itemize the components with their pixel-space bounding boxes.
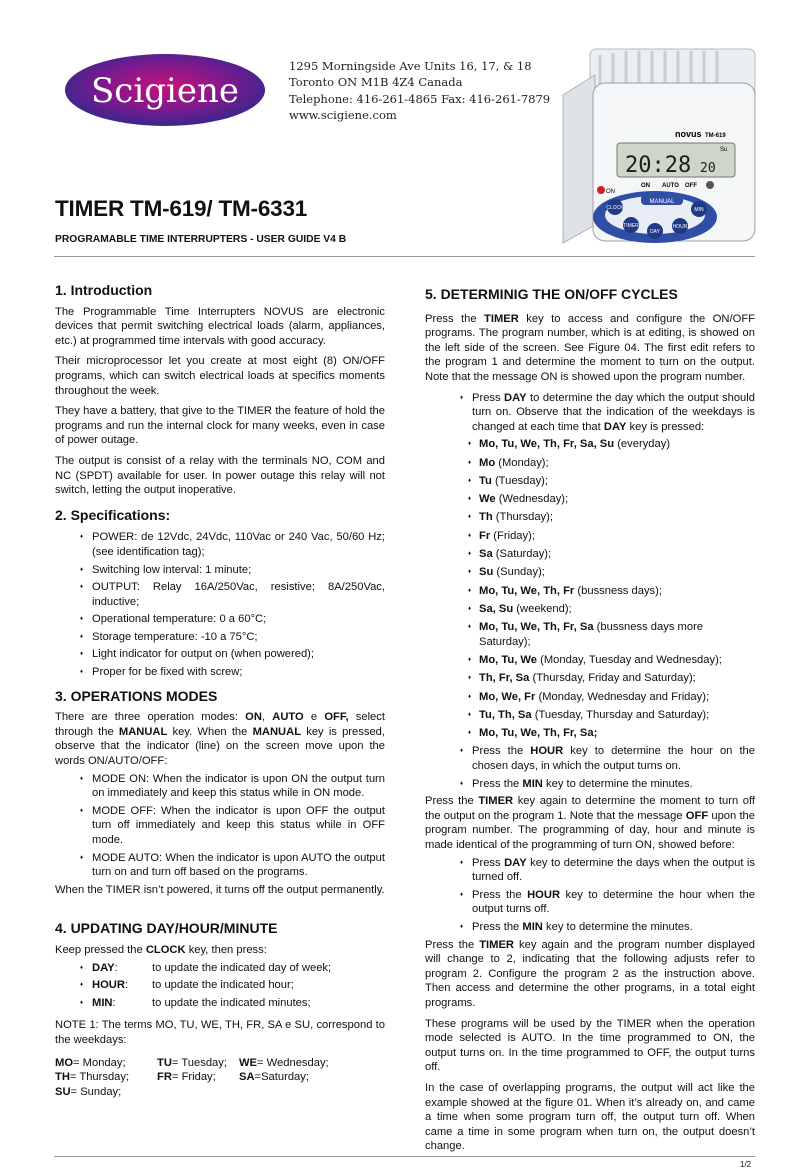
list-item: ♦ DAY: to update the indicated day of week;	[77, 961, 385, 976]
list-item: ♦ Switching low interval: 1 minute;	[77, 563, 385, 578]
paragraph: These programs will be used by the TIMER when the operation mode selected is AUTO. In the time programmed to ON, the output turns on. In the time programmed to OFF, the output turns off.	[425, 1017, 755, 1074]
list-item: ♦ Th, Fr, Sa (Thursday, Friday and Saturday);	[467, 671, 755, 686]
logo-text: Scigiene	[91, 71, 239, 111]
list-item: ♦ MODE AUTO: When the indicator is upon AUTO the output turn on and turn off based on the programs.	[77, 851, 385, 880]
device-brand: novus	[675, 129, 702, 139]
list-item: ♦ MODE ON: When the indicator is upon ON the output turn on immediately and keep this status while in ON mode.	[77, 772, 385, 801]
list-item: ♦ Mo, Tu, We, Th, Fr, Sa, Su (everyday)	[467, 437, 755, 452]
paragraph: The Programmable Time Interrupters NOVUS are electronic devices that permit switching electrical loads (alarm, appliances, etc.) at programmed time intervals with good accuracy.	[55, 305, 385, 347]
document-title: TIMER TM-619/ TM-6331	[55, 196, 308, 221]
footer-divider	[54, 1156, 755, 1157]
document-subtitle: PROGRAMABLE TIME INTERRUPTERS - USER GUIDE V4 B	[55, 234, 347, 245]
paragraph: Press the TIMER key again to determine the moment to turn off the output on the program 1. Note that the message OFF upon the program number. The programming of day, hour and minute is made identical of the programming of turn ON, showed before:	[425, 795, 755, 851]
mode-label-off: OFF	[685, 183, 697, 189]
paragraph: When the TIMER isn’t powered, it turns off the output permanently.	[55, 883, 385, 896]
paragraph: Press the TIMER key again and the program number displayed will change to 2, indicating that the following adjusts refer to program 2. Configure the program 2 as the instruction above. Then access and determine the other programs, in a total eight programs.	[425, 938, 755, 1009]
paragraph: Press the TIMER key to access and configure the ON/OFF programs. The program number, which is at editing, is showed on the left side of the screen. See Figure 04. The first edit refers to the program 1 and determine the moment to turn on the output. Note that the message ON is showed upon the program number.	[425, 312, 755, 383]
list-item: ♦ Light indicator for output on (when powered);	[77, 647, 385, 662]
list-item: ♦ Fr (Friday);	[467, 529, 755, 544]
list-item: ♦ MODE OFF: When the indicator is upon OFF the output turn off immediately and keep this status while in OFF mode.	[77, 804, 385, 848]
off-steps-list	[457, 856, 755, 935]
address-line: www.scigiene.com	[289, 108, 397, 123]
abbr-item: MO= Monday;	[55, 1056, 126, 1069]
paragraph: NOTE 1: The terms MO, TU, WE, TH, FR, SA e SU, correspond to the weekdays:	[55, 1019, 385, 1046]
lcd-day: Su	[720, 147, 728, 153]
list-item: ♦ Proper for be fixed with screw;	[77, 665, 385, 680]
lcd-time: 20:28	[625, 153, 692, 178]
lcd-seconds: 20	[700, 161, 716, 176]
list-item: ♦ Tu, Th, Sa (Tuesday, Thursday and Saturday);	[467, 708, 755, 723]
manual-key: MANUAL	[649, 199, 675, 205]
list-item: ♦ Press the MIN key to determine the minutes.	[457, 920, 755, 935]
list-item: ♦ Th (Thursday);	[467, 510, 755, 525]
paragraph: The output is consist of a relay with the terminals NO, COM and NC (SPDT) available for user. In power outage this relay will not switch, letting the output inoperative.	[55, 454, 385, 497]
abbr-item: TU= Tuesday;	[157, 1056, 227, 1069]
left-column	[55, 283, 385, 1099]
output-led	[597, 186, 605, 194]
abbr-item: WE= Wednesday;	[239, 1056, 329, 1069]
address-line: Telephone: 416-261-4865 Fax: 416-261-7879	[289, 91, 551, 106]
list-item: ♦ Mo, Tu, We, Th, Fr, Sa (bussness days more Saturday);	[467, 620, 755, 649]
abbr-item: TH= Thursday;	[55, 1071, 130, 1084]
section-heading: 1. Introduction	[55, 282, 153, 298]
timer-device-image	[555, 45, 760, 245]
device-key-timer: TIMER	[623, 223, 639, 229]
list-item: ♦ Press DAY key to determine the days when the output is turned off.	[457, 856, 755, 885]
list-item: ♦ Mo, Tu, We (Monday, Tuesday and Wednesday);	[467, 653, 755, 668]
section-heading: 5. DETERMINIG THE ON/OFF CYCLES	[425, 286, 678, 302]
list-item: ♦ OUTPUT: Relay 16A/250Vac, resistive; 8A/250Vac, inductive;	[77, 580, 385, 609]
list-item: ♦ Sa, Su (weekend);	[467, 602, 755, 617]
list-item: ♦ Press the HOUR key to determine the hour when the output turns off.	[457, 888, 755, 917]
day-combination-list	[467, 437, 755, 740]
device-key-min: MIN	[694, 207, 704, 213]
modes-list	[77, 772, 385, 880]
list-item: ♦ Mo, Tu, We, Th, Fr, Sa;	[467, 726, 755, 741]
device-key-clock: CLOCK	[606, 205, 624, 211]
list-item: ♦ Mo (Monday);	[467, 456, 755, 471]
header-divider	[54, 256, 755, 257]
weekday-abbreviations	[55, 1056, 385, 1100]
list-item: ♦ We (Wednesday);	[467, 492, 755, 507]
section-heading: 4. UPDATING DAY/HOUR/MINUTE	[55, 920, 278, 937]
list-item: ♦ Press the MIN key to determine the minutes.	[457, 777, 755, 792]
device-key-day: DAY	[650, 229, 660, 235]
paragraph: Keep pressed the CLOCK key, then press:	[55, 943, 267, 956]
paragraph: They have a battery, that give to the TIMER the feature of hold the programs and run the internal clock for many weeks, even in case of power outage.	[55, 405, 385, 447]
abbr-item: FR= Friday;	[157, 1071, 216, 1084]
list-item: ♦ Mo, We, Fr (Monday, Wednesday and Friday);	[467, 690, 755, 705]
page-number: 1/2	[740, 1160, 752, 1169]
mode-label-auto: AUTO	[662, 183, 679, 189]
list-item: ♦ Operational temperature: 0 a 60°C;	[77, 612, 385, 627]
address-line: 1295 Morningside Ave Units 16, 17, & 18	[289, 59, 532, 73]
list-item: ♦ MIN: to update the indicated minutes;	[77, 996, 385, 1011]
section-heading: 3. OPERATIONS MODES	[55, 687, 218, 704]
led-label: ON	[606, 189, 615, 195]
list-item: ♦ HOUR: to update the indicated hour;	[77, 978, 385, 993]
abbr-item: SU= Sunday;	[55, 1085, 122, 1098]
list-item: ♦ Tu (Tuesday);	[467, 474, 755, 489]
list-item: ♦ Sa (Saturday);	[467, 547, 755, 562]
specifications-list	[77, 530, 385, 679]
paragraph: There are three operation modes: ON, AUTO e OFF, select through the MANUAL key. When the MANUAL key is pressed, observe that the indicator (line) on the screen move upon the words ON/AUTO/OFF:	[55, 711, 385, 768]
list-item: ♦ Press the HOUR key to determine the hour on the chosen days, in which the output turns on.	[457, 744, 755, 773]
device-key-hour: HOUR	[672, 224, 688, 230]
abbr-item: SA=Saturday;	[239, 1071, 309, 1084]
paragraph: In the case of overlapping programs, the output will act like the example showed at the figure 01. When it’s already on, and came a time when some program turn off, the output turn off. When came a time in some program when turn on, the output doesn’t change.	[425, 1081, 755, 1153]
clock-keys-list	[77, 961, 385, 1011]
scigiene-logo	[63, 52, 267, 128]
mode-label-on: ON	[641, 183, 650, 189]
right-column	[425, 287, 755, 1160]
device-knob	[706, 181, 714, 189]
list-item: ♦ Mo, Tu, We, Th, Fr (bussness days);	[467, 584, 755, 599]
list-item: ♦ POWER: de 12Vdc, 24Vdc, 110Vac or 240 Vac, 50/60 Hz; (see identification tag);	[77, 530, 385, 559]
paragraph: Their microprocessor let you create at most eight (8) ON/OFF programs, which can switch electrical loads at specifics moments throughout the week.	[55, 355, 385, 397]
device-model: TM-619	[705, 133, 726, 139]
list-item: ♦ Su (Sunday);	[467, 565, 755, 580]
company-address	[289, 58, 550, 124]
list-item: ♦ Storage temperature: -10 a 75°C;	[77, 630, 385, 645]
list-item: ♦ Press DAY to determine the day which the output should turn on. Observe that the indication of the weekdays is changed at each time that DAY key is pressed:	[457, 391, 755, 435]
address-line: Toronto ON M1B 4Z4 Canada	[289, 75, 463, 90]
on-steps-list	[457, 391, 755, 792]
section-heading: 2. Specifications:	[55, 506, 171, 523]
